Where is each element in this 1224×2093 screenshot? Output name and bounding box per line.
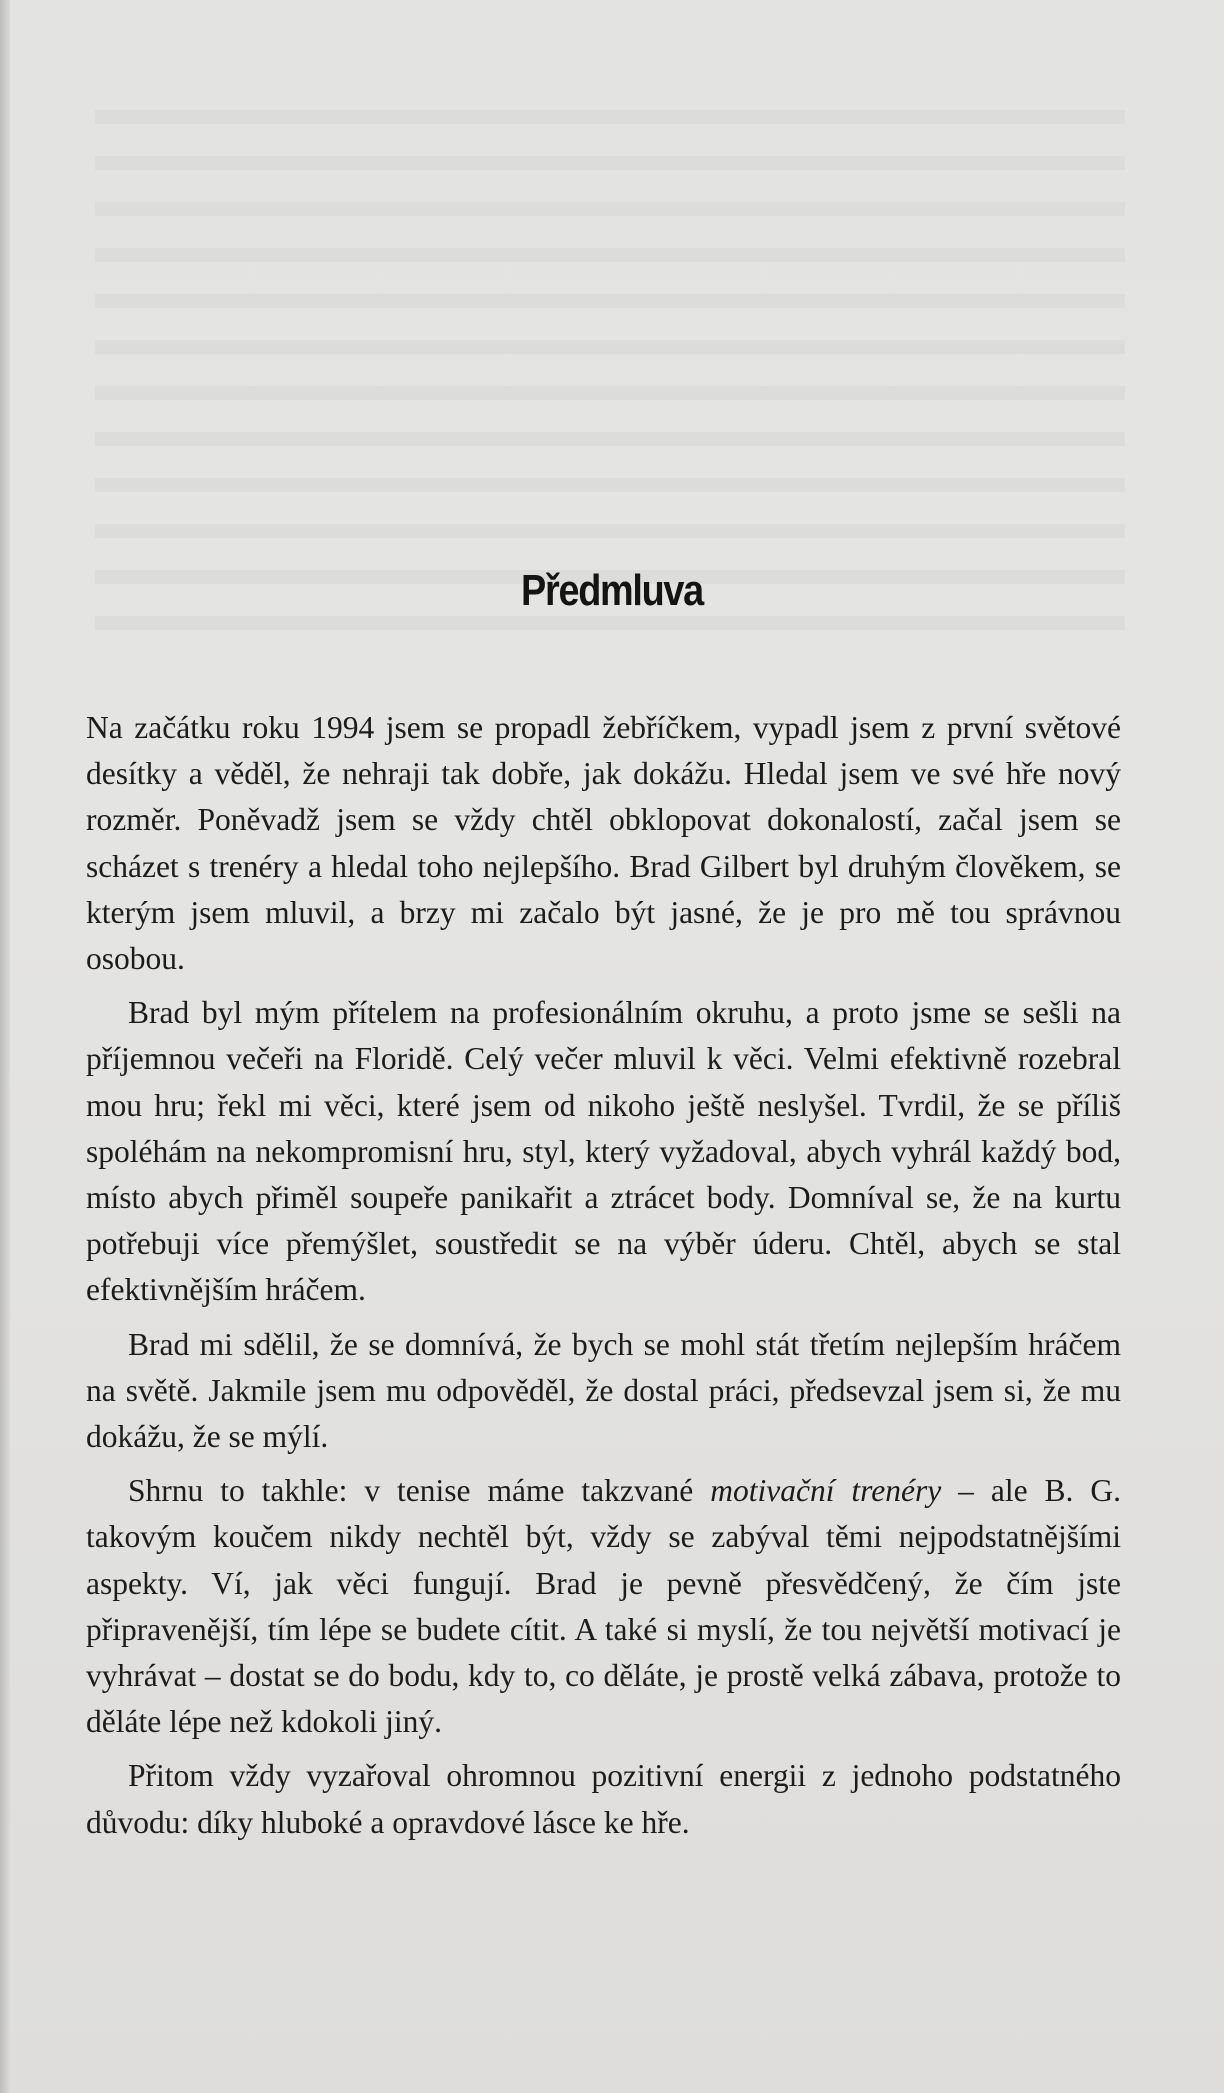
body-text (86, 705, 1121, 1854)
paragraph-4 (86, 1468, 1121, 1745)
paragraph-3: Brad mi sdělil, že se domnívá, že bych se mohl stát třetím nejlepším hráčem na světě. Jakmile jsem mu odpověděl, že dostal práci, předsevzal jsem si, že mu dokážu, že se mýlí. (86, 1326, 1121, 1455)
paragraph-2: Brad byl mým přítelem na profesionálním okruhu, a proto jsme se sešli na příjemnou večeři na Floridě. Celý večer mluvil k věci. Velmi efektivně rozebral mou hru; řekl mi věci, které jsem od nikoho ještě neslyšel. Tvrdil, že se příliš spoléhám na nekompromisní hru, styl, který vyžadoval, abych vyhrál každý bod, místo abych přiměl soupeře panikařit a ztrácet body. Domníval se, že na kurtu potřebuji více přemýšlet, soustředit se na výběr úderu. Chtěl, abych se stal efektivnějším hráčem. (86, 995, 1121, 1308)
chapter-title: Předmluva (521, 566, 703, 615)
paragraph-4-rest: – ale B. G. takovým koučem nikdy nechtěl být, vždy se zabýval těmi nejpodstatnějšími aspekty. Ví, jak věci fungují. Brad je pevně přesvědčený, že čím jste připravenější, tím lépe se budete cítit. A také si myslí, že tou největší motivací je vyhrávat – dostat se do bodu, kdy to, co děláte, je prostě velká zábava, protože to děláte lépe než kdokoli jiný. (86, 1473, 1121, 1740)
paragraph-5: Přitom vždy vyzařoval ohromnou pozitivní energii z jednoho podstatného důvodu: díky hluboké a opravdové lásce ke hře. (86, 1758, 1121, 1840)
page-edge-shadow (0, 0, 10, 2093)
show-through-texture (95, 110, 1125, 630)
paragraph-4-emphasis: motivační trenéry (710, 1473, 942, 1509)
paragraph-1: Na začátku roku 1994 jsem se propadl žebříčkem, vypadl jsem z první světové desítky a věděl, že nehraji tak dobře, jak dokážu. Hledal jsem ve své hře nový rozměr. Poněvadž jsem se vždy chtěl obklopovat dokonalostí, začal jsem se scházet s trenéry a hledal toho nejlepšího. Brad Gilbert byl druhým člověkem, se kterým jsem mluvil, a brzy mi začalo být jasné, že je pro mě tou správnou osobou. (86, 710, 1121, 977)
paragraph-4-lead: Shrnu to takhle: v tenise máme takzvané (128, 1473, 711, 1509)
